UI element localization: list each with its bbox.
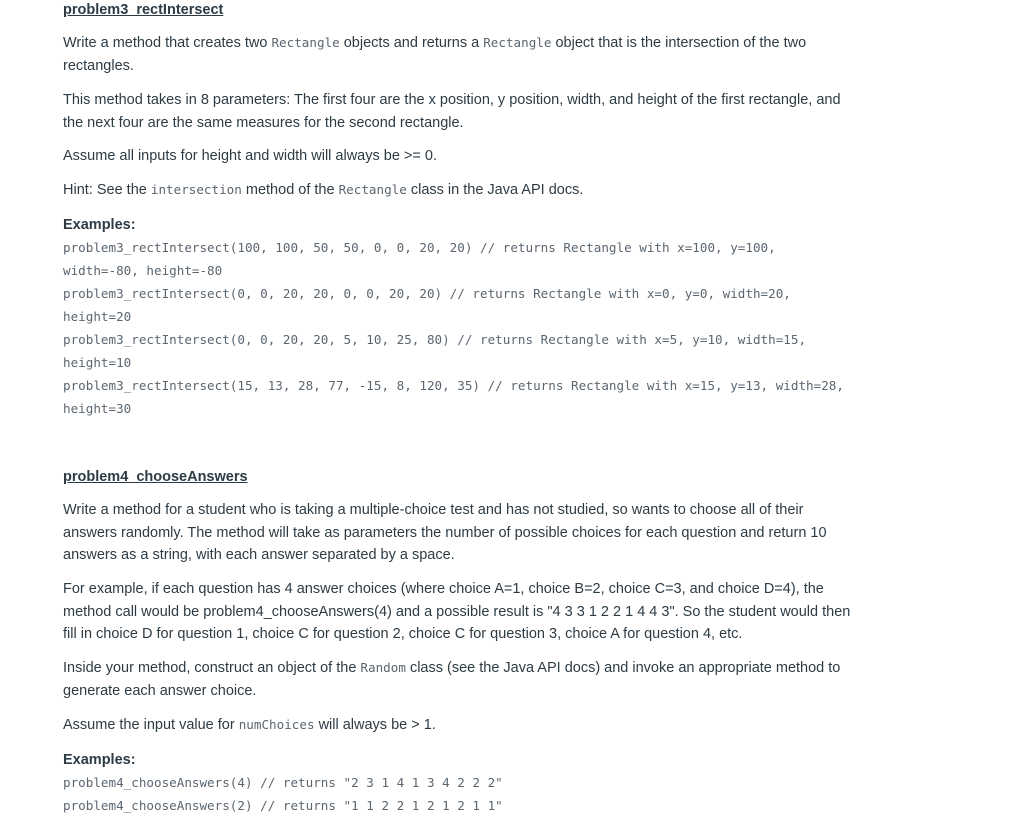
random-code: Random xyxy=(360,660,406,675)
problem3-examples-label: Examples: xyxy=(63,217,136,233)
example-line: problem3_rectIntersect(0, 0, 20, 20, 5, 10, 25, 80) // returns Rectangle with x=5, y=10, width=15, height=10 xyxy=(63,332,814,370)
rectangle-code: Rectangle xyxy=(338,182,407,197)
example-line: problem4_chooseAnswers(4) // returns "2 3 1 4 1 3 4 2 2 2" xyxy=(63,775,503,790)
problem3-title-link[interactable]: problem3_rectIntersect xyxy=(63,2,224,18)
example-line: problem3_rectIntersect(15, 13, 28, 77, -15, 8, 120, 35) // returns Rectangle with x=15, y=13, width=28, height=30 xyxy=(63,378,852,416)
numchoices-code: numChoices xyxy=(238,717,315,732)
problem4-assumption-text: Assume the input value for numChoices will always be > 1. xyxy=(63,717,436,733)
rectangle-code: Rectangle xyxy=(483,35,552,50)
problem3-hint-text: Hint: See the intersection method of the Rectangle class in the Java API docs. xyxy=(63,182,584,198)
problem4-examples xyxy=(63,771,853,817)
problem3-assumption-text: Assume all inputs for height and width will always be >= 0. xyxy=(63,148,437,164)
problem4-description: Write a method for a student who is taking a multiple-choice test and has not studied, so wants to choose all of their answers randomly. The method will take as parameters the number of possible choices for each question and return 10 answers as a string, with each answer separated by a space. xyxy=(63,502,827,563)
example-line: problem3_rectIntersect(100, 100, 50, 50, 0, 0, 20, 20) // returns Rectangle with x=100, y=100, width=-80, height=-80 xyxy=(63,240,784,278)
problem4-example-text: For example, if each question has 4 answer choices (where choice A=1, choice B=2, choice C=3, and choice D=4), the method call would be problem4_chooseAnswers(4) and a possible result is "4 3 3 1 2 2 1 4 4 3". So the student would then fill in choice D for question 1, choice C for question 2, choice C for question 3, choice A for question 4, etc. xyxy=(63,581,851,642)
example-line: problem3_rectIntersect(0, 0, 20, 20, 0, 0, 20, 20) // returns Rectangle with x=0, y=0, width=20, height=20 xyxy=(63,286,799,324)
example-line: problem4_chooseAnswers(2) // returns "1 1 2 2 1 2 1 2 1 1" xyxy=(63,798,503,813)
problem3-examples xyxy=(63,236,853,420)
problem4-title-link[interactable]: problem4_chooseAnswers xyxy=(63,469,248,485)
problem3-description: Write a method that creates two Rectangle objects and returns a Rectangle object that is the intersection of the two rectangles. xyxy=(63,35,807,74)
intersection-code: intersection xyxy=(150,182,242,197)
problem4-examples-label: Examples: xyxy=(63,752,136,768)
rectangle-code: Rectangle xyxy=(271,35,340,50)
problem3-parameters-text: This method takes in 8 parameters: The first four are the x position, y position, width, and height of the first rectangle, and the next four are the same measures for the second rectangle. xyxy=(63,92,841,131)
problem4-random-text: Inside your method, construct an object of the Random class (see the Java API docs) and invoke an appropriate method to generate each answer choice. xyxy=(63,660,841,699)
